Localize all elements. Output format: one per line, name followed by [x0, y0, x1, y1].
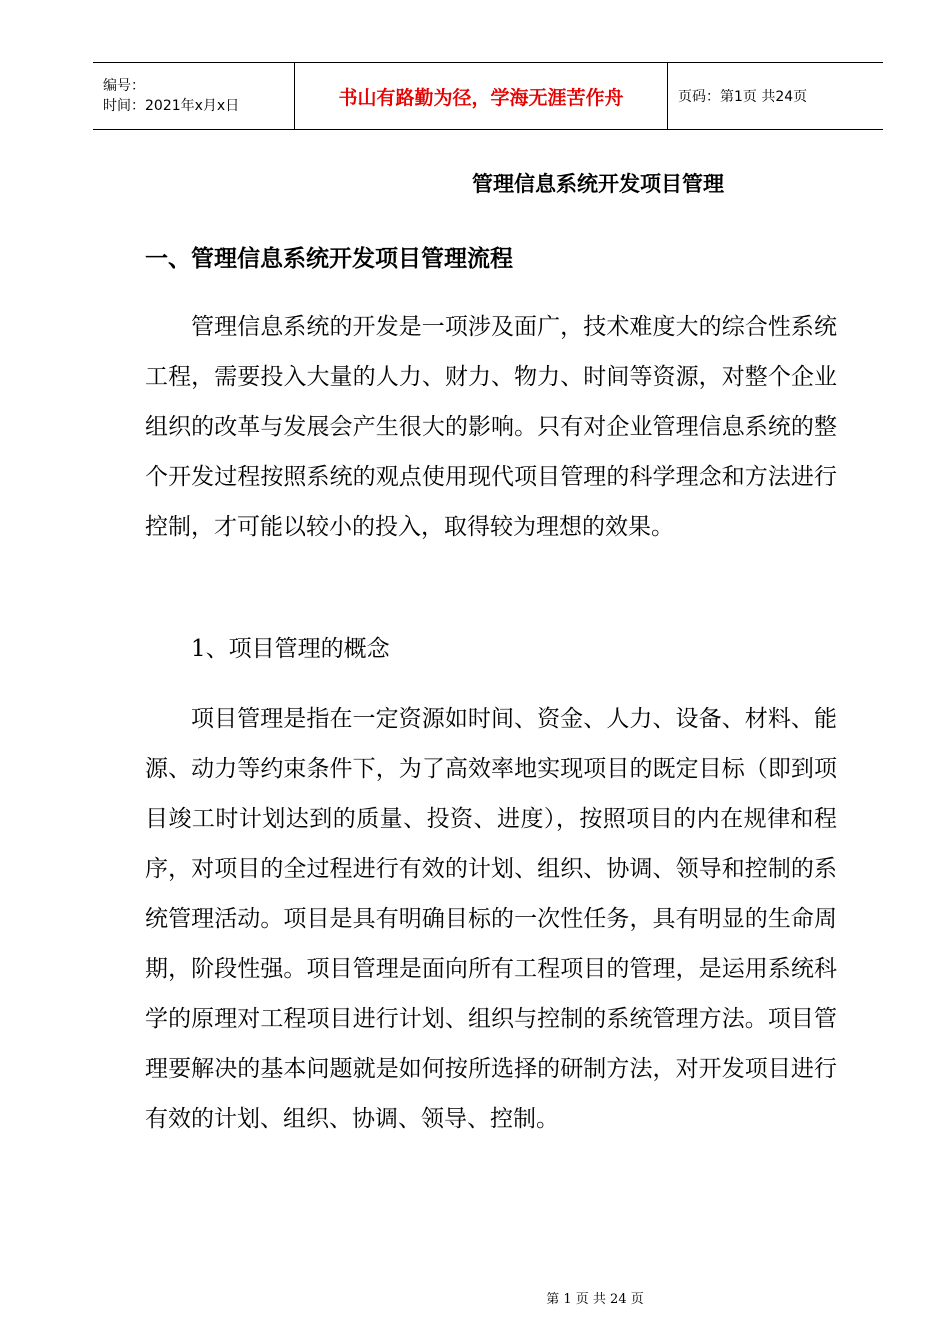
header-meta-cell — [93, 63, 295, 129]
document-time-label: 时间：2021年x月x日 — [103, 98, 240, 114]
document-title: 管理信息系统开发项目管理 — [472, 172, 724, 196]
paragraph-intro: 管理信息系统的开发是一项涉及面广，技术难度大的综合性系统工程，需要投入大量的人力、财力、物力、时间等资源，对整个企业组织的改革与发展会产生很大的影响。只有对企业管理信息系统的整个开发过程按照系统的观点使用现代项目管理的科学理念和方法进行控制，才可能以较小的投入，取得较为理想的效果。 — [145, 314, 837, 540]
page-footer — [0, 1288, 950, 1307]
subsection-heading: 1、项目管理的概念 — [191, 636, 390, 662]
paragraph-concept: 项目管理是指在一定资源如时间、资金、人力、设备、材料、能源、动力等约束条件下，为了高效率地实现项目的既定目标（即到项目竣工时计划达到的质量、投资、进度），按照项目的内在规律和程序，对项目的全过程进行有效的计划、组织、协调、领导和控制的系统管理活动。项目是具有明确目标的一次性任务，具有明显的生命周期，阶段性强。项目管理是面向所有工程项目的管理，是运用系统科学的原理对工程项目进行计划、组织与控制的系统管理方法。项目管理要解决的基本问题就是如何按所选择的研制方法，对开发项目进行有效的计划、组织、协调、领导、控制。 — [145, 706, 837, 1132]
document-number-label: 编号： — [103, 78, 145, 94]
header-page-info: 页码：第1页 共24页 — [678, 89, 808, 105]
header-table — [93, 62, 883, 130]
footer-page-number: 第 1 页 共 24 页 — [546, 1292, 644, 1307]
section-heading: 一、管理信息系统开发项目管理流程 — [145, 246, 513, 272]
header-motto: 书山有路勤为径，学海无涯苦作舟 — [295, 63, 668, 129]
